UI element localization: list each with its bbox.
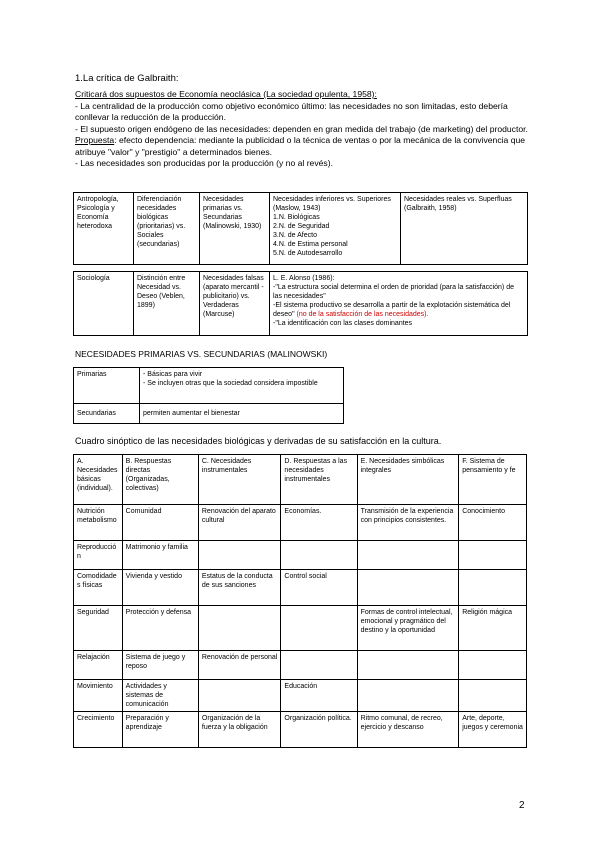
table-cell — [357, 651, 459, 680]
table-cell — [357, 541, 459, 570]
table-row — [74, 404, 344, 424]
synoptic-table — [73, 454, 527, 748]
table-cell: Necesidades reales vs. Superfluas (Galbraith, 1958) — [401, 193, 528, 265]
table-row — [74, 712, 527, 748]
table-cell: Economías. — [281, 505, 357, 541]
table-cell — [281, 541, 357, 570]
table-cell: Renovación de personal — [198, 651, 281, 680]
table-cell: Control social — [281, 570, 357, 606]
primary-line-1: - Básicas para vivir — [143, 371, 203, 378]
needs-comparison-table — [73, 192, 528, 265]
table-cell: Sistema de juego y reposo — [122, 651, 198, 680]
proposal-text: : efecto dependencia: mediante la publicidad o la técnica de ventas o por la mecánica de la convivencia que atribuye "valor" y "prestigio" a determinados bienes. — [75, 135, 526, 157]
table-row — [74, 651, 527, 680]
table-cell-alonso — [270, 272, 528, 336]
table-row — [74, 368, 344, 404]
intro-proposal — [75, 135, 530, 158]
section-3-title: Cuadro sinóptico de las necesidades biológicas y derivadas de su satisfacción en la cultura. — [75, 436, 442, 446]
proposal-label: Propuesta — [75, 135, 115, 145]
table-cell — [281, 606, 357, 651]
intro-point-3: - Las necesidades son producidas por la producción (y no al revés). — [75, 158, 333, 168]
page-number: 2 — [519, 800, 525, 811]
table-cell: Renovación del aparato cultural — [198, 505, 281, 541]
table-cell — [140, 368, 344, 404]
table-row — [74, 570, 527, 606]
table-cell: Diferenciación necesidades biológicas (prioritarias) vs. Sociales (secundarias) — [134, 193, 200, 265]
table-cell: permiten aumentar el bienestar — [140, 404, 344, 424]
section-2-title: NECESIDADES PRIMARIAS VS. SECUNDARIAS (MALINOWSKI) — [75, 349, 328, 359]
alonso-line-3: -"La identificación con las clases dominantes — [273, 320, 413, 327]
maslow-level-5: 5.N. de Autodesarrollo — [273, 250, 343, 257]
table-cell: Formas de control intelectual, emocional y pragmático del destino y la oportunidad — [357, 606, 459, 651]
alonso-line-2-text: -El sistema productivo se desarrolla a partir de la explotación sistemática del deseo" — [273, 302, 511, 318]
table-cell: Preparación y aprendizaje — [122, 712, 198, 748]
table-cell: Relajación — [74, 651, 123, 680]
section-heading: 1.La crítica de Galbraith: — [75, 73, 179, 84]
table-cell — [459, 680, 527, 712]
table-cell: Organización política. — [281, 712, 357, 748]
table-row — [74, 606, 527, 651]
table-cell: Necesidades primarias vs. Secundarias (Malinowski, 1930) — [200, 193, 270, 265]
table-cell: Comunidad — [122, 505, 198, 541]
malinowski-table — [73, 367, 344, 424]
table-cell: Nutrición metabolismo — [74, 505, 123, 541]
intro-point-2: - El supuesto origen endógeno de las necesidades: dependen en gran medida del trabajo (de marketing) del productor. — [75, 123, 528, 134]
table-cell: Transmisión de la experiencia con principios consistentes. — [357, 505, 459, 541]
table-cell — [459, 541, 527, 570]
table-cell: Reproducción — [74, 541, 123, 570]
maslow-level-4: 4.N. de Estima personal — [273, 241, 348, 248]
table-cell: Estatus de la conducta de sus sanciones — [198, 570, 281, 606]
table-row — [74, 193, 528, 265]
alonso-line-1: -"La estructura social determina el orden de prioridad (para la satisfacción) de las necesidades" — [273, 284, 514, 300]
table-cell — [459, 570, 527, 606]
table-cell: Conocimiento — [459, 505, 527, 541]
table-cell — [198, 541, 281, 570]
alonso-title: L. E. Alonso (1986): — [273, 275, 335, 282]
alonso-line-2 — [273, 301, 524, 319]
table-cell: Arte, deporte, juegos y ceremonia — [459, 712, 527, 748]
table-cell: Vivienda y vestido — [122, 570, 198, 606]
maslow-level-1: 1.N. Biológicas — [273, 214, 320, 221]
primary-line-2: - Se incluyen otras que la sociedad considera impostible — [143, 380, 318, 387]
table-cell: E. Necesidades simbólicas integrales — [357, 455, 459, 505]
table-cell: Matrimonio y familia — [122, 541, 198, 570]
table-cell: Necesidades falsas (aparato mercantil -publicitario) vs. Verdaderas (Marcuse) — [200, 272, 270, 336]
table-cell: Ritmo comunal, de recreo, ejercicio y descanso — [357, 712, 459, 748]
table-cell: Secundarias — [74, 404, 140, 424]
sociology-table — [73, 271, 528, 336]
maslow-title: Necesidades inferiores vs. Superiores (Maslow, 1943) — [273, 196, 391, 212]
table-cell — [357, 680, 459, 712]
table-cell: Movimiento — [74, 680, 123, 712]
table-cell — [198, 680, 281, 712]
table-cell: Educación — [281, 680, 357, 712]
table-row — [74, 505, 527, 541]
table-cell: Distinción entre Necesidad vs. Deseo (Veblen, 1899) — [134, 272, 200, 336]
table-cell: Sociología — [74, 272, 134, 336]
table-cell — [198, 606, 281, 651]
table-cell: Antropología, Psicología y Economía heterodoxa — [74, 193, 134, 265]
table-cell: Actividades y sistemas de comunicación — [122, 680, 198, 712]
table-cell: A. Necesidades básicas (individual). — [74, 455, 123, 505]
table-cell: Crecimiento — [74, 712, 123, 748]
maslow-level-3: 3.N. de Afecto — [273, 232, 317, 239]
intro-subtitle: Criticará dos supuestos de Economía neoclásica (La sociedad opulenta, 1958): — [75, 89, 377, 99]
table-cell-maslow — [270, 193, 401, 265]
intro-paragraph — [75, 89, 530, 170]
table-cell: Primarias — [74, 368, 140, 404]
table-header-row — [74, 455, 527, 505]
maslow-level-2: 2.N. de Seguridad — [273, 223, 330, 230]
table-cell: Protección y defensa — [122, 606, 198, 651]
table-cell: C. Necesidades instrumentales — [198, 455, 281, 505]
table-cell — [281, 651, 357, 680]
table-cell: Religión mágica — [459, 606, 527, 651]
alonso-line-2-red: (no de la satisfacción de las necesidades). — [296, 311, 429, 318]
table-cell: F. Sistema de pensamiento y fe — [459, 455, 527, 505]
table-cell — [459, 651, 527, 680]
intro-point-1: - La centralidad de la producción como objetivo económico último: las necesidades no son limitadas, esto debería conllevar la reducción de la producción. — [75, 100, 508, 122]
table-cell: D. Respuestas a las necesidades instrumentales — [281, 455, 357, 505]
table-cell: Organización de la fuerza y la obligación — [198, 712, 281, 748]
table-cell: B. Respuestas directas (Organizadas, colectivas) — [122, 455, 198, 505]
table-cell: Comodidades físicas — [74, 570, 123, 606]
table-row — [74, 680, 527, 712]
table-cell: Seguridad — [74, 606, 123, 651]
table-cell — [357, 570, 459, 606]
table-row — [74, 541, 527, 570]
table-row — [74, 272, 528, 336]
